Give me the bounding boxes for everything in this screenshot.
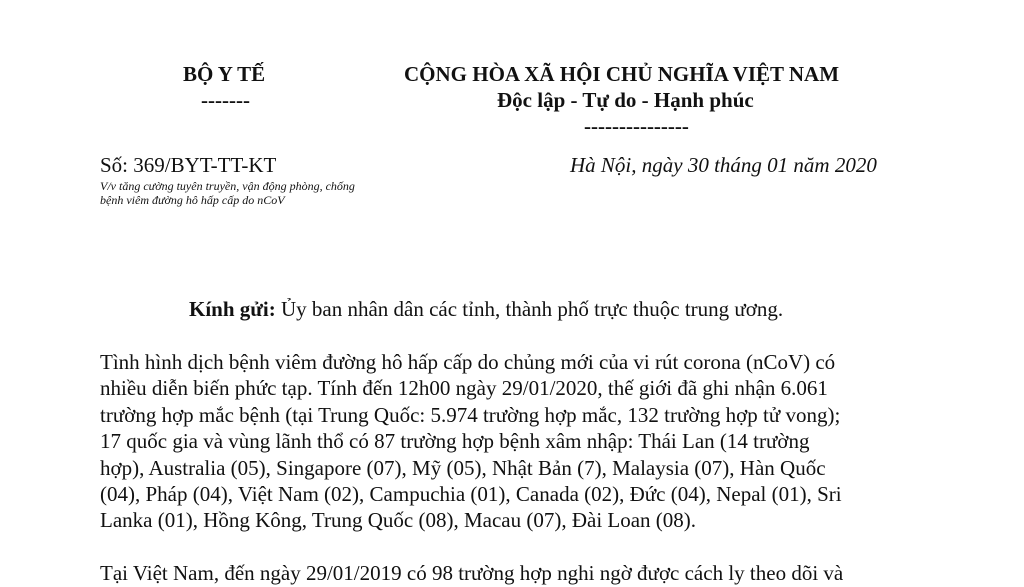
motto-divider: --------------- bbox=[584, 114, 689, 138]
paragraph-line: Tại Việt Nam, đến ngày 29/01/2019 có 98 trường hợp nghi ngờ được cách ly theo dõi và bbox=[100, 561, 844, 585]
paragraph-line: trường hợp mắc bệnh (tại Trung Quốc: 5.974 trường hợp mắc, 132 trường hợp tử vong); bbox=[100, 402, 841, 427]
paragraph-line: 17 quốc gia và vùng lãnh thổ có 87 trường hợp bệnh xâm nhập: Thái Lan (14 trường bbox=[100, 429, 810, 454]
salutation-label: Kính gửi: bbox=[189, 297, 276, 321]
body-paragraph-2 bbox=[100, 560, 843, 586]
paragraph-line: Lanka (01), Hồng Kông, Trung Quốc (08), Macau (07), Đài Loan (08). bbox=[100, 508, 697, 533]
ministry-name: BỘ Y TẾ bbox=[183, 62, 266, 86]
paragraph-line: nhiều diễn biến phức tạp. Tính đến 12h00 ngày 29/01/2020, thế giới đã ghi nhận 6.061 bbox=[100, 376, 828, 401]
paragraph-line: hợp), Australia (05), Singapore (07), Mỹ (05), Nhật Bản (7), Malaysia (07), Hàn Quốc bbox=[100, 455, 826, 480]
date-line: Hà Nội, ngày 30 tháng 01 năm 2020 bbox=[570, 153, 877, 177]
document-number: Số: 369/BYT-TT-KT bbox=[100, 153, 277, 177]
salutation-recipient: Ủy ban nhân dân các tỉnh, thành phố trực thuộc trung ương. bbox=[275, 297, 784, 321]
national-motto: Độc lập - Tự do - Hạnh phúc bbox=[497, 88, 754, 112]
ministry-divider: ------- bbox=[201, 88, 250, 112]
body-paragraph-1 bbox=[100, 349, 842, 534]
paragraph-line: Tình hình dịch bệnh viêm đường hô hấp cấp do chủng mới của vi rút corona (nCoV) có bbox=[100, 350, 836, 374]
salutation bbox=[189, 297, 783, 322]
document-subject: V/v tăng cường tuyên truyền, vận động phòng, chống bệnh viêm đường hô hấp cấp do nCoV bbox=[100, 179, 355, 207]
national-title: CỘNG HÒA XÃ HỘI CHỦ NGHĨA VIỆT NAM bbox=[404, 62, 840, 86]
paragraph-line: (04), Pháp (04), Việt Nam (02), Campuchia (01), Canada (02), Đức (04), Nepal (01), Sri bbox=[100, 482, 842, 507]
